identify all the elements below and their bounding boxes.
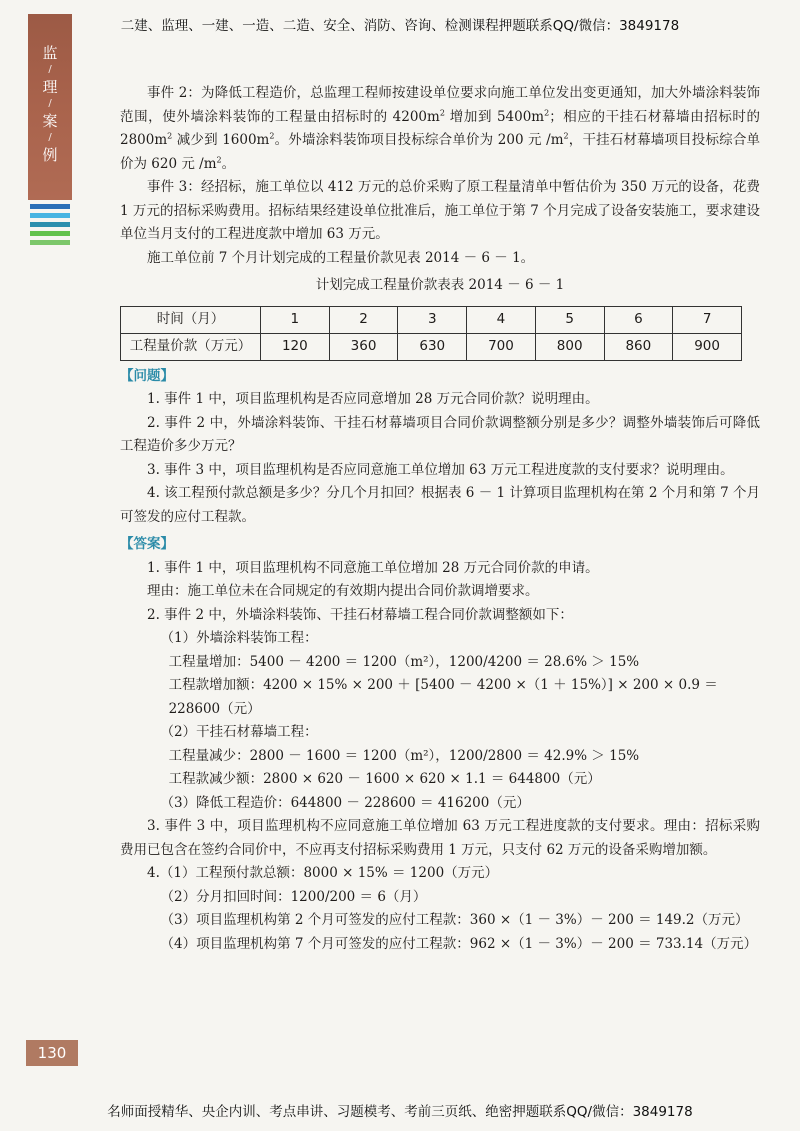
plan-table: [120, 306, 742, 361]
chapter-side-tab: [28, 14, 72, 200]
table-cell: 360: [329, 333, 398, 360]
table-cell: 6: [604, 306, 673, 333]
page-header: 二建、监理、一建、一造、二造、安全、消防、咨询、检测课程押题联系QQ/微信：3849178: [120, 18, 680, 34]
page-footer: 名师面授精华、央企内训、考点串讲、习题模考、考前三页纸、绝密押题联系QQ/微信：3849178: [107, 1104, 693, 1120]
side-tab-separator: /: [48, 98, 52, 109]
table-cell: 630: [398, 333, 467, 360]
table-cell: 1: [261, 306, 330, 333]
answer-item: （1）外墙涂料装饰工程：: [160, 630, 318, 646]
table-caption: 计划完成工程量价款表表 2014 － 6 － 1: [315, 277, 565, 293]
side-tab-char: 监: [42, 44, 58, 62]
side-tab-char: 理: [42, 78, 58, 96]
event3-paragraph: 事件 3：经招标，施工单位以 412 万元的总价采购了原工程量清单中暂估价为 350 万元的设备，花费 1 万元的招标采购费用。招标结果经建设单位批准后，施工单位于第 7 个月完成了设备安装施工，要求建设单位当月支付的工程进度款中增加 63 万元。: [120, 179, 760, 242]
decor-stripe: [30, 222, 70, 227]
decor-stripe: [30, 231, 70, 236]
table-cell: 7: [673, 306, 742, 333]
answer-item: 工程款增加额：4200 × 15% × 200 ＋ [5400 － 4200 ×（1 ＋ 15%）] × 200 × 0.9 ＝ 228600（元）: [168, 677, 718, 717]
table-intro: 施工单位前 7 个月计划完成的工程量价款见表 2014 － 6 － 1。: [147, 249, 535, 266]
decor-stripe: [30, 204, 70, 209]
answers-heading: 【答案】: [120, 536, 174, 552]
decor-stripe: [30, 240, 70, 245]
table-cell: 3: [398, 306, 467, 333]
event2-paragraph: 事件 2：为降低工程造价，总监理工程师按建设单位要求向施工单位发出变更通知，加大外墙涂料装饰范围，使外墙涂料装饰的工程量由招标时的 $4200m^2$ 增加到 $5400m^2$；相应的干挂石材幕墙由招标时的 $2800m^2$ 减少到 $1600m^2$。外墙涂料装饰项目投标综合单价为 200 元 $/m^2$，干挂石材幕墙项目投标综合单价为 620 元 $/m^2$。: [120, 85, 760, 172]
answer-item: 2. 事件 2 中，外墙涂料装饰、干挂石材幕墙工程合同价款调整额如下：: [147, 606, 573, 623]
answer-item: 1. 事件 1 中，项目监理机构不同意施工单位增加 28 万元合同价款的申请。: [147, 559, 599, 576]
answer-item: 4.（1）工程预付款总额：8000 × 15% ＝ 1200（万元）: [147, 865, 499, 881]
side-tab-separator: /: [48, 64, 52, 75]
answer-item: 工程量减少：2800 － 1600 ＝ 1200（m²），1200/2800 ＝ 42.9% ＞ 15%: [168, 747, 640, 764]
table-cell: 4: [467, 306, 536, 333]
answer-item: （2）干挂石材幕墙工程：: [160, 724, 318, 740]
table-row: [121, 333, 742, 360]
side-tab-char: 例: [42, 146, 58, 164]
question-item: 4. 该工程预付款总额是多少？分几个月扣回？根据表 6 － 1 计算项目监理机构在第 2 个月和第 7 个月可签发的应付工程款。: [120, 485, 760, 525]
answer-item: （3）项目监理机构第 2 个月可签发的应付工程款：360 ×（1 － 3%）－ 200 ＝ 149.2（万元）: [160, 912, 749, 928]
answer-item: 工程量增加：5400 － 4200 ＝ 1200（m²），1200/4200 ＝ 28.6% ＞ 15%: [168, 653, 640, 670]
side-tab-char: 案: [42, 112, 58, 130]
table-header-cell: 时间（月）: [121, 306, 261, 333]
table-cell: 2: [329, 306, 398, 333]
answer-item: （3）降低工程造价：644800 － 228600 ＝ 416200（元）: [160, 794, 530, 811]
table-cell: 120: [261, 333, 330, 360]
answer-item: （2）分月扣回时间：1200/200 ＝ 6（月）: [160, 888, 427, 905]
table-cell: 700: [467, 333, 536, 360]
page-number: 130: [26, 1040, 78, 1066]
table-header-cell: 工程量价款（万元）: [121, 333, 261, 360]
answer-item: 理由：施工单位未在合同规定的有效期内提出合同价款调增要求。: [147, 583, 539, 599]
table-row: [121, 306, 742, 333]
table-cell: 860: [604, 333, 673, 360]
page-body: [120, 82, 760, 956]
question-item: 3. 事件 3 中，项目监理机构是否应同意施工单位增加 63 万元工程进度款的支付要求？说明理由。: [147, 461, 734, 478]
answer-item: 3. 事件 3 中，项目监理机构不应同意施工单位增加 63 万元工程进度款的支付要求。理由：招标采购费用已包含在签约合同价中，不应再支付招标采购费用 1 万元，只支付 62 万元的设备采购增加额。: [120, 818, 760, 858]
table-cell: 900: [673, 333, 742, 360]
decor-stripe: [30, 213, 70, 218]
questions-heading: 【问题】: [120, 367, 174, 384]
table-cell: 5: [535, 306, 604, 333]
side-tab-separator: /: [48, 132, 52, 143]
table-cell: 800: [535, 333, 604, 360]
answer-item: 工程款减少额：2800 × 620 － 1600 × 620 × 1.1 ＝ 644800（元）: [168, 771, 601, 787]
answer-item: （4）项目监理机构第 7 个月可签发的应付工程款：962 ×（1 － 3%）－ 200 ＝ 733.14（万元）: [160, 935, 758, 952]
question-item: 1. 事件 1 中，项目监理机构是否应同意增加 28 万元合同价款？说明理由。: [147, 391, 599, 407]
question-item: 2. 事件 2 中，外墙涂料装饰、干挂石材幕墙项目合同价款调整额分别是多少？调整外墙装饰后可降低工程造价多少万元？: [120, 414, 760, 454]
